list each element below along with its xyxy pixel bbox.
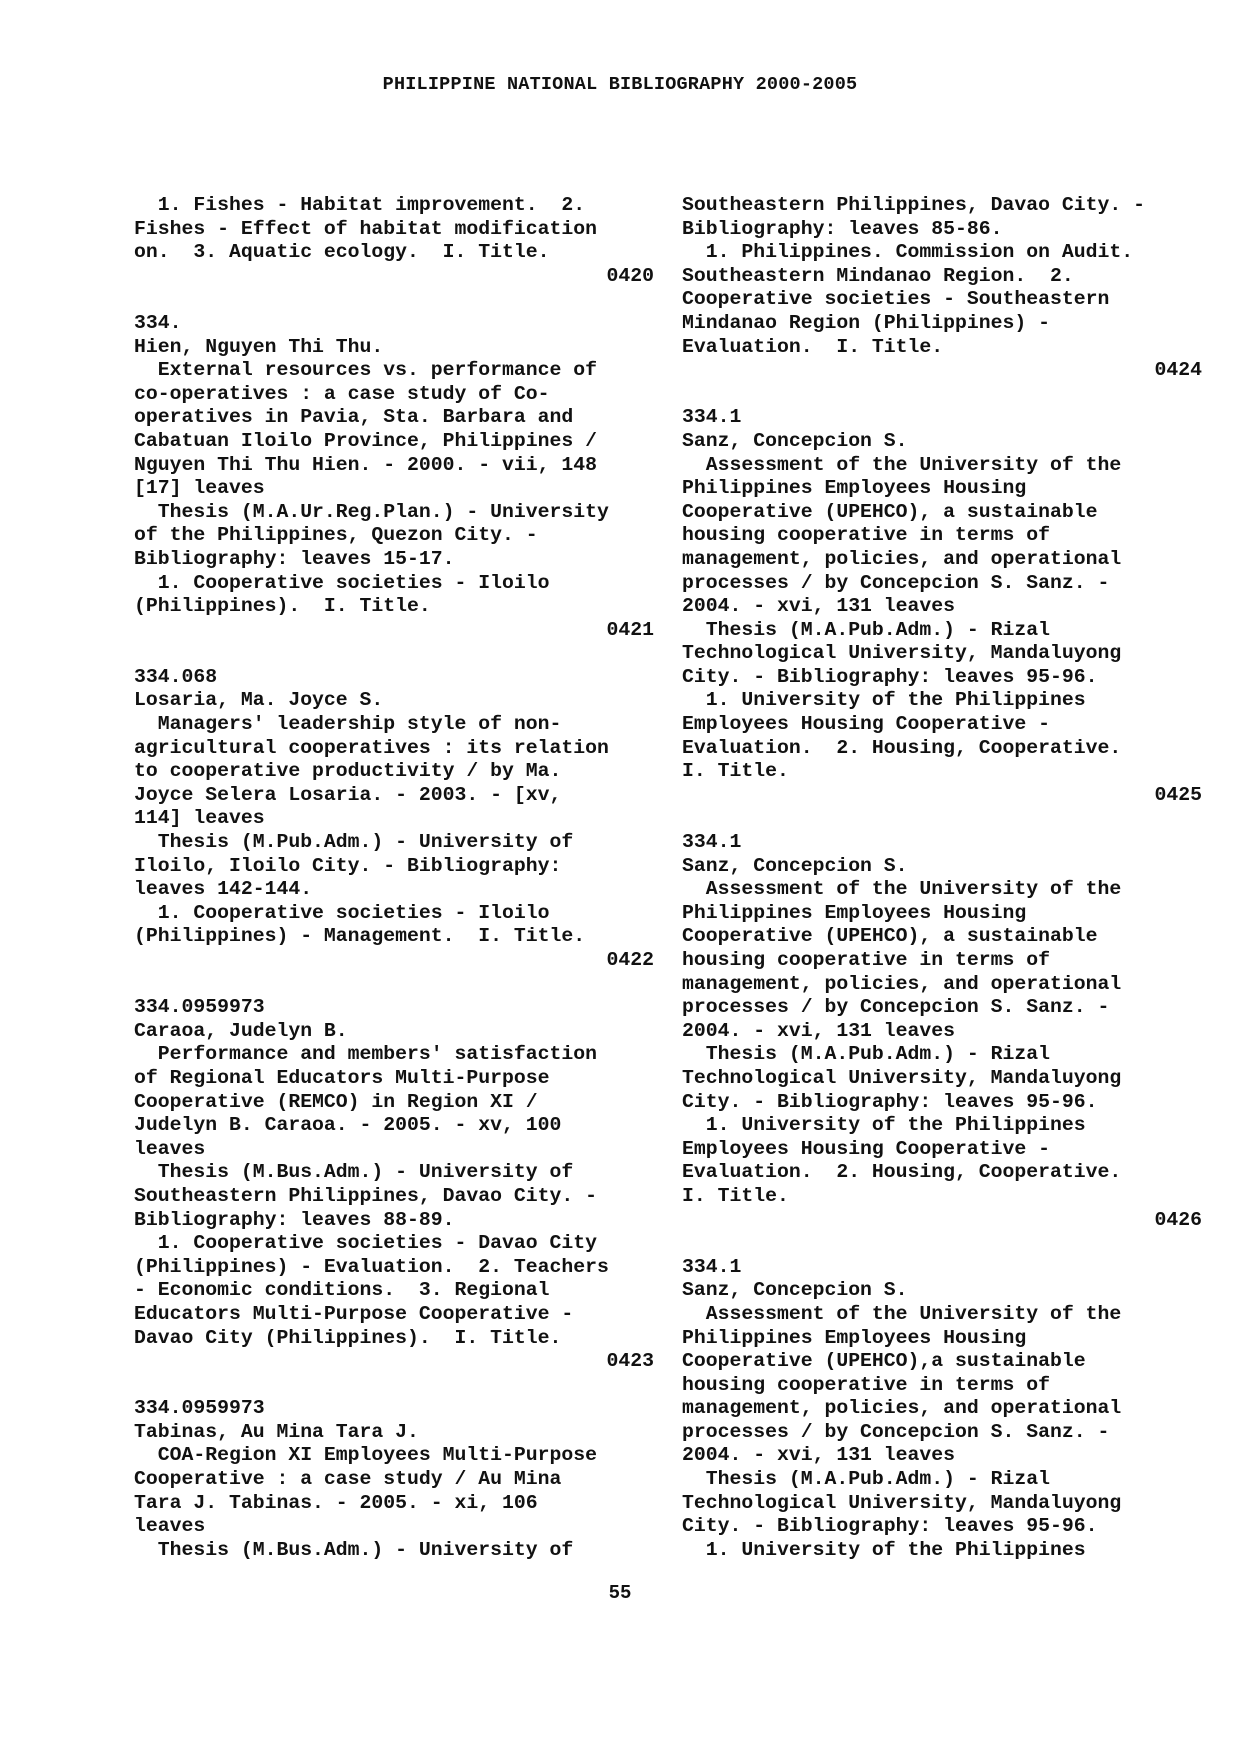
bibliography-line: Cooperative (REMCO) in Region XI / [134,1090,538,1113]
bibliography-line: co-operatives : a case study of Co- [134,382,550,405]
entry-number: 0420 [606,264,654,287]
bibliography-line: Caraoa, Judelyn B. [134,1019,348,1042]
bibliography-line: 334.068 [134,665,218,688]
bibliography-line: Employees Housing Cooperative - [682,1137,1050,1160]
page-number: 55 [608,1582,632,1604]
bibliography-line: Philippines Employees Housing [682,901,1027,924]
bibliography-line: 1. Cooperative societies - Iloilo [134,901,550,924]
bibliography-line: (Philippines) - Management. I. Title. [134,925,586,948]
bibliography-line: Southeastern Philippines, Davao City. - [134,1184,597,1207]
bibliography-line: processes / by Concepcion S. Sanz. - [682,996,1110,1019]
blank-line [682,807,1202,831]
bibliography-line: Philippines Employees Housing [682,1326,1027,1349]
bibliography-line: processes / by Concepcion S. Sanz. - [682,1420,1110,1443]
bibliography-line: Thesis (M.A.Pub.Adm.) - Rizal [682,618,1050,641]
bibliography-line: Judelyn B. Caraoa. - 2005. - xv, 100 [134,1114,562,1137]
bibliography-line: Joyce Selera Losaria. - 2003. - [xv, [134,783,562,806]
bibliography-line: (Philippines) - Evaluation. 2. Teachers [134,1255,609,1278]
bibliography-line: City. - Bibliography: leaves 95-96. [682,1515,1098,1538]
bibliography-line: Southeastern Mindanao Region. 2. [682,264,1074,287]
bibliography-line: 1. Fishes - Habitat improvement. 2. [134,194,586,216]
bibliography-line: External resources vs. performance of [134,359,597,382]
bibliography-line: Evaluation. 2. Housing, Cooperative. [682,736,1122,759]
bibliography-line: Hien, Nguyen Thi Thu. [134,335,384,358]
bibliography-line: Nguyen Thi Thu Hien. - 2000. - vii, 148 [134,453,597,476]
blank-line [134,288,654,312]
bibliography-line: 334.0959973 [134,1397,265,1420]
bibliography-line: Assessment of the University of the [682,1302,1122,1325]
bibliography-line: City. - Bibliography: leaves 95-96. [682,665,1098,688]
bibliography-line: Sanz, Concepcion S. [682,429,908,452]
bibliography-line: Iloilo, Iloilo City. - Bibliography: [134,854,562,877]
bibliography-line: 1. University of the Philippines [682,1538,1086,1561]
right-column [682,194,1202,1562]
bibliography-line: Bibliography: leaves 15-17. [134,547,455,570]
bibliography-line: Southeastern Philippines, Davao City. - [682,194,1145,216]
bibliography-line: Thesis (M.Bus.Adm.) - University of [134,1538,574,1561]
bibliography-line: (Philippines). I. Title. [134,595,431,618]
blank-line [134,973,654,997]
bibliography-line: agricultural cooperatives : its relation [134,736,609,759]
bibliography-line: Cooperative (UPEHCO), a sustainable [682,925,1098,948]
bibliography-line: Bibliography: leaves 85-86. [682,217,1003,240]
blank-line [134,1374,654,1398]
bibliography-line: Mindanao Region (Philippines) - [682,311,1050,334]
bibliography-line: Thesis (M.A.Ur.Reg.Plan.) - University [134,500,609,523]
bibliography-line: Tara J. Tabinas. - 2005. - xi, 106 [134,1491,538,1514]
bibliography-line: operatives in Pavia, Sta. Barbara and [134,406,574,429]
bibliography-line: Thesis (M.Pub.Adm.) - University of [134,831,574,854]
bibliography-line: - Economic conditions. 3. Regional [134,1279,550,1302]
blank-line [682,1232,1202,1256]
bibliography-line: Technological University, Mandaluyong [682,642,1122,665]
bibliography-line: 334.1 [682,831,742,854]
bibliography-line: Evaluation. I. Title. [682,335,944,358]
bibliography-line: 334.1 [682,406,742,429]
bibliography-line: 1. Cooperative societies - Iloilo [134,571,550,594]
bibliography-line: COA-Region XI Employees Multi-Purpose [134,1444,597,1467]
bibliography-line: 1. University of the Philippines [682,689,1086,712]
bibliography-line: Losaria, Ma. Joyce S. [134,689,384,712]
bibliography-line: housing cooperative in terms of [682,949,1050,971]
bibliography-line: Cooperative (UPEHCO), a sustainable [682,500,1098,523]
bibliography-line: Cooperative (UPEHCO),a sustainable [682,1350,1086,1373]
entry-number: 0426 [1154,1208,1202,1231]
bibliography-line: leaves [134,1137,206,1160]
bibliography-line: I. Title. [682,760,789,783]
bibliography-line: 2004. - xvi, 131 leaves [682,1019,956,1042]
bibliography-line: I. Title. [682,1184,789,1207]
bibliography-line: Educators Multi-Purpose Cooperative - [134,1302,574,1325]
blank-line [682,383,1202,407]
bibliography-line: housing cooperative in terms of [682,524,1050,547]
entry-number: 0424 [1154,359,1202,382]
bibliography-line: Employees Housing Cooperative - [682,713,1050,736]
bibliography-line: management, policies, and operational [682,1397,1122,1420]
bibliography-line: 334.1 [682,1255,742,1278]
bibliography-line: 1. Philippines. Commission on Audit. [682,241,1134,264]
bibliography-line: Thesis (M.Bus.Adm.) - University of [134,1161,574,1184]
bibliography-line: 114] leaves [134,807,265,830]
bibliography-line: management, policies, and operational [682,547,1122,570]
bibliography-line: of Regional Educators Multi-Purpose [134,1066,550,1089]
bibliography-line: Managers' leadership style of non- [134,713,562,736]
bibliography-line: leaves 142-144. [134,878,313,901]
bibliography-line: Technological University, Mandaluyong [682,1491,1122,1514]
bibliography-line: Fishes - Effect of habitat modification [134,217,597,240]
bibliography-line: Thesis (M.A.Pub.Adm.) - Rizal [682,1468,1050,1491]
bibliography-line: 2004. - xvi, 131 leaves [682,1444,956,1467]
page-header: PHILIPPINE NATIONAL BIBLIOGRAPHY 2000-2005 [382,74,858,95]
bibliography-line: Technological University, Mandaluyong [682,1066,1122,1089]
blank-line [134,642,654,666]
bibliography-line: Cabatuan Iloilo Province, Philippines / [134,429,597,452]
bibliography-line: 1. Cooperative societies - Davao City [134,1232,597,1255]
bibliography-line: Sanz, Concepcion S. [682,1279,908,1302]
bibliography-line: Tabinas, Au Mina Tara J. [134,1420,419,1443]
bibliography-line: Thesis (M.A.Pub.Adm.) - Rizal [682,1043,1050,1066]
bibliography-line: 1. University of the Philippines [682,1114,1086,1137]
bibliography-line: [17] leaves [134,477,265,500]
bibliography-line: Assessment of the University of the [682,453,1122,476]
bibliography-line: Cooperative : a case study / Au Mina [134,1468,562,1491]
entry-number: 0422 [606,949,654,971]
bibliography-line: Performance and members' satisfaction [134,1043,597,1066]
entry-number: 0425 [1154,783,1202,806]
entry-number: 0421 [606,618,654,641]
bibliography-line: City. - Bibliography: leaves 95-96. [682,1090,1098,1113]
bibliography-line: Sanz, Concepcion S. [682,854,908,877]
bibliography-line: on. 3. Aquatic ecology. I. Title. [134,241,550,264]
bibliography-line: Cooperative societies - Southeastern [682,288,1110,311]
left-column [134,194,654,1562]
bibliography-line: leaves [134,1515,206,1538]
bibliography-line: Philippines Employees Housing [682,477,1027,500]
entry-number: 0423 [606,1350,654,1373]
bibliography-line: management, policies, and operational [682,972,1122,995]
bibliography-line: 2004. - xvi, 131 leaves [682,595,956,618]
bibliography-line: Davao City (Philippines). I. Title. [134,1326,562,1349]
bibliography-line: processes / by Concepcion S. Sanz. - [682,571,1110,594]
bibliography-line: Evaluation. 2. Housing, Cooperative. [682,1161,1122,1184]
bibliography-line: housing cooperative in terms of [682,1373,1050,1396]
bibliography-line: Bibliography: leaves 88-89. [134,1208,455,1231]
bibliography-line: 334.0959973 [134,996,265,1019]
bibliography-line: to cooperative productivity / by Ma. [134,760,562,783]
bibliography-line: of the Philippines, Quezon City. - [134,524,538,547]
bibliography-line: Assessment of the University of the [682,878,1122,901]
bibliography-line: 334. [134,311,182,334]
